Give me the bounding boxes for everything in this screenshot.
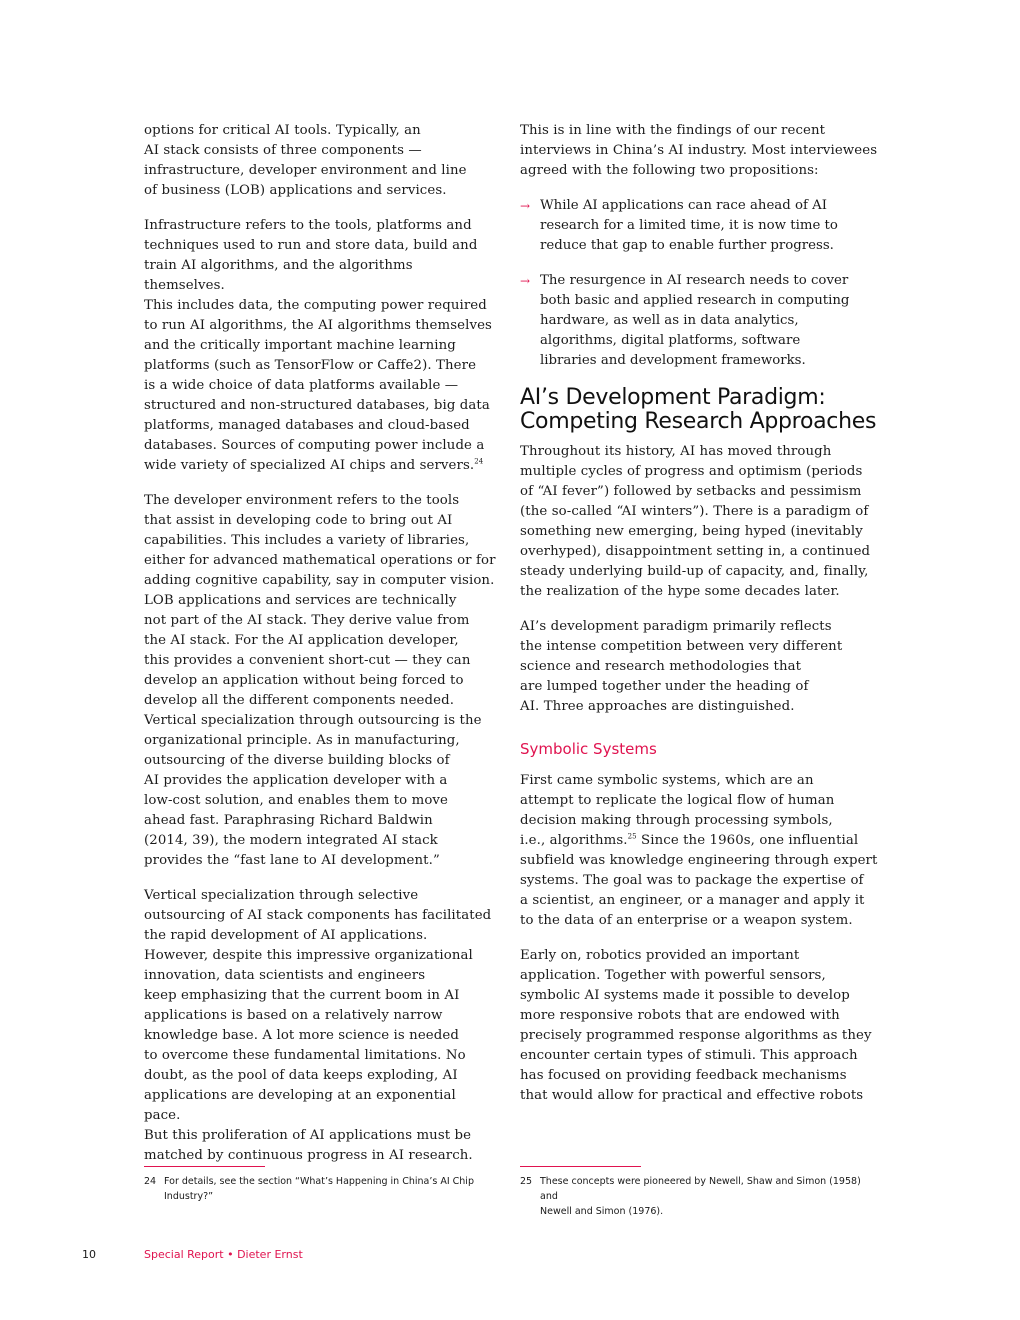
page-number: 10 [82,1248,96,1261]
right-column [520,121,880,1121]
paragraph-robotics: Early on, robotics provided an important application. Together with powerful sensors, symbolic AI systems made it possible to develop more responsive robots that are endowed with precisely programmed response algorithms as they encounter certain types of stimuli. This approach has focused on providing feedback mechanisms that would allow for practical and effective robots [520,948,872,1103]
list-item [520,196,880,256]
subsection-heading: Symbolic Systems [520,740,657,758]
propositions-list [520,196,880,371]
paragraph-vertical-specialization: Vertical specialization through selective outsourcing of AI stack components has facilitated the rapid development of AI applications. However, despite this impressive organizational innovation, data scientists and engineers keep emphasizing that the current boom in AI applications is based on a relatively narrow knowledge base. A lot more science is needed to overcome these fundamental limitations. No doubt, as the pool of data keeps exploding, AI applications are developing at an exponential pace. But this proliferation of AI applications must be matched by continuous progress in AI research. [144,888,492,1163]
paragraph-infrastructure-text: Infrastructure refers to the tools, platforms and techniques used to run and store data, build and train AI algorithms, and the algorithms themselves. This includes data, the computing power required to run AI algorithms, the AI algorithms themselves and the critically important machine learning platforms (such as TensorFlow or Caffe2). There is a wide choice of data platforms available — structured and non-structured databases, big data platforms, managed databases and cloud-based databases. Sources of computing power include a wide variety of specialized AI chips and servers. [144,218,492,473]
paragraph-ai-history: Throughout its history, AI has moved through multiple cycles of progress and optimism (periods of “AI fever”) followed by setbacks and pessimism (the so-called “AI winters”). There is a paradigm of something new emerging, being hyped (inevitably overhyped), disappointment setting in, a continued steady underlying build-up of capacity, and, finally, the realization of the hype some decades later. [520,444,871,599]
paragraph-developer-environment: The developer environment refers to the tools that assist in developing code to bring out AI capabilities. This includes a variety of libraries, either for advanced mathematical operations or for adding cognitive capability, say in computer vision. LOB applications and services are technically not part of the AI stack. They derive value from the AI stack. For the AI application developer, this provides a convenient short-cut — they can develop an application without being forced to develop all the different components needed. Vertical specialization through outsourcing is the organizational principle. As in manufacturing, outsourcing of the diverse building blocks of AI provides the application developer with a low-cost solution, and enables them to move ahead fast. Paraphrasing Richard Baldwin (2014, 39), the modern integrated AI stack provides the “fast lane to AI development.” [144,493,496,868]
arrow-right-icon: → [520,199,531,213]
footnote-ref-24[interactable]: 24 [474,457,484,466]
paragraph-symbolic-text-b: Since the 1960s, one influential subfield was knowledge engineering through expert systems. The goal was to package the expertise of a scientist, an engineer, or a manager and apply it to the data of an enterprise or a weapon system. [520,833,878,928]
footnote-text: For details, see the section “What’s Happening in China’s AI Chip Industry?” [164,1176,474,1202]
arrow-right-icon: → [520,274,531,288]
footnote-number: 24 [144,1176,157,1187]
section-heading: AI’s Development Paradigm: Competing Research Approaches [520,385,877,434]
footnote-text: These concepts were pioneered by Newell, Shaw and Simon (1958) and Newell and Simon (1976). [540,1176,861,1217]
paragraph-ai-stack: options for critical AI tools. Typically, an AI stack consists of three components — infrastructure, developer environment and line of business (LOB) applications and services. [144,123,467,198]
left-column [144,121,496,1181]
footnote-ref-25[interactable]: 25 [627,832,637,841]
running-footer: Special Report • Dieter Ernst [144,1248,303,1261]
list-item [520,271,880,371]
paragraph-infrastructure [144,216,496,476]
footnote-divider-left [144,1166,265,1167]
footnote-25 [520,1174,880,1219]
paragraph-symbolic-text-a: First came symbolic systems, which are an attempt to replicate the logical flow of human decision making through processing symbols, i.e., algorithms. [520,773,835,848]
paragraph-development-paradigm: AI’s development paradigm primarily reflects the intense competition between very different science and research methodologies that are lumped together under the heading of AI. Three approaches are distinguished. [520,619,843,714]
footnote-24 [144,1174,484,1204]
footnote-divider-right [520,1166,641,1167]
paragraph-interview-findings: This is in line with the findings of our recent interviews in China’s AI industry. Most interviewees agreed with the following two propositions: [520,123,878,178]
paragraph-symbolic-systems [520,771,880,931]
list-item-text: While AI applications can race ahead of AI research for a limited time, it is now time to reduce that gap to enable further progress. [540,198,838,253]
footnote-number: 25 [520,1176,533,1187]
list-item-text: The resurgence in AI research needs to cover both basic and applied research in computing hardware, as well as in data analytics, algorithms, digital platforms, software libraries and development frameworks. [540,273,850,368]
